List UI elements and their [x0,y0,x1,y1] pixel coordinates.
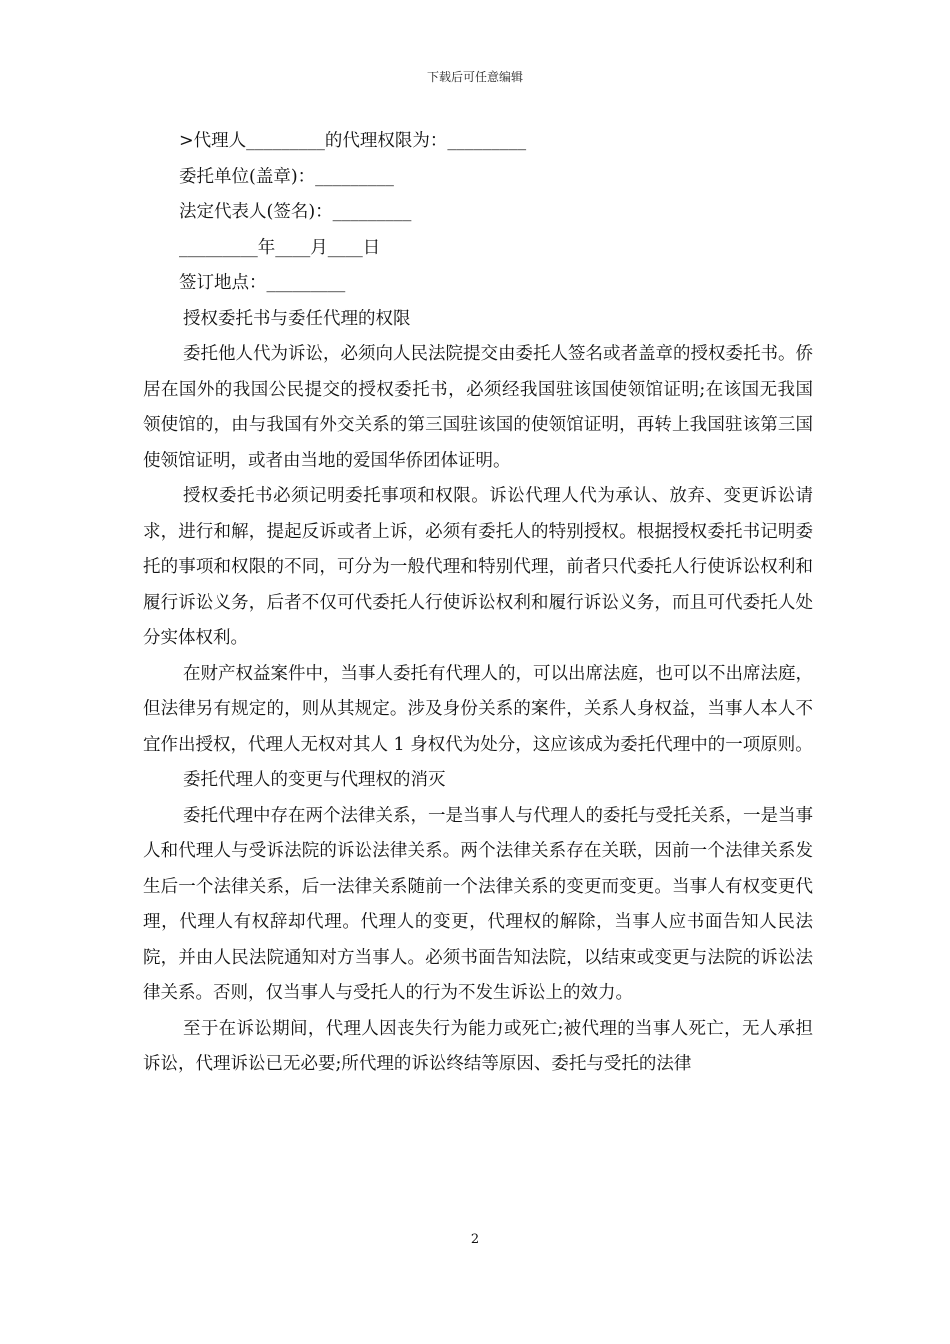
form-line-legal-representative: 法定代表人(签名)：_________ [179,202,412,222]
form-line-entrusting-unit: 委托单位(盖章)：_________ [179,166,394,187]
header-note: 下载后可任意编辑 [426,70,523,84]
form-line-signing-place: 签订地点：_________ [179,273,346,293]
paragraph: 至于在诉讼期间，代理人因丧失行为能力或死亡;被代理的当事人死亡，无人承担诉讼，代理诉讼已无必要;所代理的诉讼终结等原因、委托与受托的法律 [143,1018,813,1074]
section-heading: 授权委托书与委任代理的权限 [183,308,411,329]
paragraph: 授权委托书必须记明委托事项和权限。诉讼代理人代为承认、放弃、变更诉讼请求，进行和解，提起反诉或者上诉，必须有委托人的特别授权。根据授权委托书记明委托的事项和权限的不同，可分为一般代理和特别代理，前者只代委托人行使诉讼权利和履行诉讼义务，后者不仅可代委托人行使诉讼权利和履行诉讼义务，而且可代委托人处分实体权利。 [143,486,813,648]
paragraph: 在财产权益案件中，当事人委托有代理人的，可以出席法庭，也可以不出席法庭，但法律另有规定的，则从其规定。涉及身份关系的案件，关系人身权益，当事人本人不宜作出授权，代理人无权对其人 1 身权代为处分，这应该成为委托代理中的一项原则。 [143,663,813,755]
section-heading: 委托代理人的变更与代理权的消灭 [183,770,446,790]
page-number: 2 [470,1232,480,1247]
paragraph: 委托他人代为诉讼，必须向人民法院提交由委托人签名或者盖章的授权委托书。侨居在国外的我国公民提交的授权委托书，必须经我国驻该国使领馆证明;在该国无我国领使馆的，由与我国有外交关系的第三国驻该国的使领馆证明，再转上我国驻该第三国使领馆证明，或者由当地的爱国华侨团体证明。 [143,344,813,471]
document-body [143,124,813,1083]
paragraph: 委托代理中存在两个法律关系，一是当事人与代理人的委托与受托关系，一是当事人和代理人与受诉法院的诉讼法律关系。两个法律关系存在关联，因前一个法律关系发生后一个法律关系，后一法律关系随前一个法律关系的变更而变更。当事人有权变更代理，代理人有权辞却代理。代理人的变更，代理权的解除，当事人应书面告知人民法院，并由人民法院通知对方当事人。必须书面告知法院，以结束或变更与法院的诉讼法律关系。否则，仅当事人与受托人的行为不发生诉讼上的效力。 [143,805,813,1003]
form-line-agent-authority: >代理人_________的代理权限为：_________ [179,131,527,151]
form-line-date: _________年____月____日 [179,237,381,258]
